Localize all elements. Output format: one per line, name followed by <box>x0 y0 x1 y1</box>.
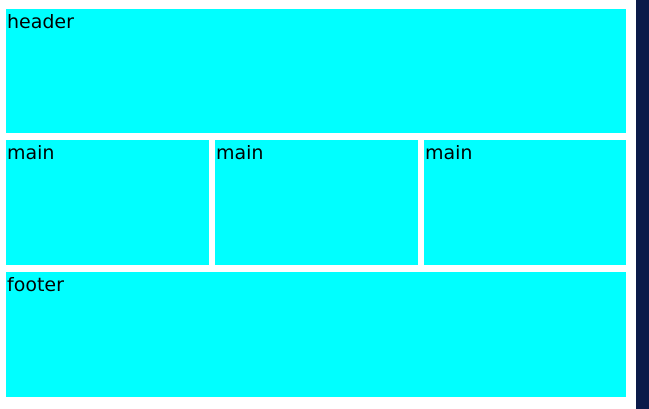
footer-label: footer <box>7 274 64 296</box>
grid-layout <box>6 9 626 397</box>
header-label: header <box>7 11 74 33</box>
main-box-3 <box>424 140 626 265</box>
vertical-scrollbar[interactable] <box>636 0 649 409</box>
footer-box <box>6 272 626 397</box>
main-box-1 <box>6 140 209 265</box>
header-box <box>6 9 626 133</box>
main-label-3: main <box>425 142 473 164</box>
main-label-1: main <box>7 142 55 164</box>
main-box-2 <box>215 140 418 265</box>
main-label-2: main <box>216 142 264 164</box>
